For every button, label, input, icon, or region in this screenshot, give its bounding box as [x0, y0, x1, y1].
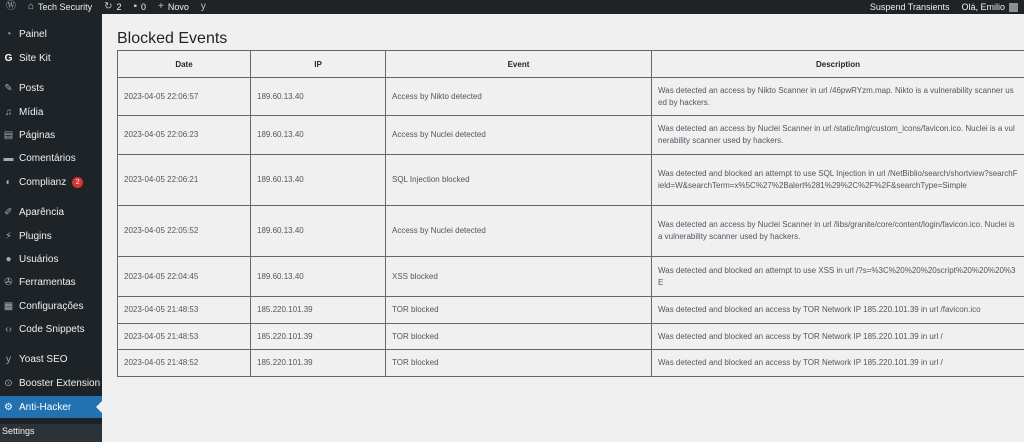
user-icon: ● [5, 253, 12, 265]
cell-description: Was detected and blocked an attempt to use SQL Injection in url /NetBiblio/search/shortview?searchField=W&searchTerm=x%5C%27%2Balert%281%29%2C%2F%2F&searchType=Simple [652, 155, 1024, 206]
cell-date: 2023-04-05 22:06:23 [118, 116, 251, 155]
sidebar-item-configuracoes[interactable] [0, 295, 102, 317]
updates-count: 2 [116, 2, 122, 12]
user-greeting: Olá, Emilio [961, 2, 1005, 12]
sidebar-item-midia[interactable] [0, 101, 102, 123]
updates-icon: ↻ [104, 1, 113, 12]
sidebar-item-comentarios[interactable] [0, 147, 102, 169]
notification-badge: 2 [72, 177, 83, 188]
sidebar-item-label: Yoast SEO [19, 353, 68, 365]
table-row [118, 155, 1024, 206]
sidebar-item-code-snippets[interactable] [0, 318, 102, 340]
wrench-icon: ✇ [4, 276, 13, 288]
sidebar-item-label: Anti-Hacker [19, 401, 72, 413]
table-row [118, 116, 1024, 155]
plugin-icon: ⚡ [4, 230, 13, 242]
sidebar-item-label: Site Kit [19, 52, 51, 64]
column-header-ip: IP [251, 51, 386, 78]
cell-description: Was detected an access by Nuclei Scanner in url /static/img/custom_icons/favicon.ico. Nuclei is a vulnerability scanner used by hackers. [652, 116, 1024, 155]
sidebar-item-label: Painel [19, 28, 47, 40]
cell-date: 2023-04-05 22:05:52 [118, 206, 251, 257]
cell-event: Access by Nuclei detected [386, 116, 652, 155]
cell-description: Was detected and blocked an access by TOR Network IP 185.220.101.39 in url /favicon.ico [652, 297, 1024, 324]
sidebar-item-site-kit[interactable] [0, 47, 102, 69]
comment-icon: ▪ [133, 1, 138, 12]
sidebar-item-label: Páginas [19, 129, 56, 141]
yoast-icon: y [6, 353, 11, 365]
blocked-events-table [117, 50, 1024, 377]
cell-event: Access by Nuclei detected [386, 206, 652, 257]
cell-date: 2023-04-05 21:48:52 [118, 350, 251, 377]
sidebar-item-posts[interactable] [0, 77, 102, 99]
suspend-transients-label: Suspend Transients [869, 2, 950, 12]
sidebar-item-label: Usuários [19, 253, 59, 265]
admin-bar [0, 0, 1024, 14]
sidebar-item-label: Configurações [19, 300, 84, 312]
cell-date: 2023-04-05 21:48:53 [118, 297, 251, 324]
column-header-event: Event [386, 51, 652, 78]
comment-icon: ▬ [3, 152, 14, 164]
pushpin-icon: ✎ [4, 82, 13, 94]
admin-sidebar [0, 14, 102, 442]
home-icon: ⌂ [28, 1, 35, 12]
booster-icon: ⊙ [4, 377, 13, 389]
cell-event: TOR blocked [386, 350, 652, 377]
sidebar-item-anti-hacker[interactable] [0, 396, 102, 418]
cell-ip: 189.60.13.40 [251, 78, 386, 116]
cell-description: Was detected an access by Nikto Scanner in url /46pwRYzm.map. Nikto is a vulnerability scanner used by hackers. [652, 78, 1024, 116]
updates-link[interactable] [98, 0, 127, 14]
sidebar-item-yoast-seo[interactable] [0, 348, 102, 370]
complianz-icon: ◐ [5, 176, 12, 188]
new-label: Novo [167, 2, 189, 12]
cell-ip: 189.60.13.40 [251, 257, 386, 297]
cell-description: Was detected an access by Nuclei Scanner in url /libs/granite/core/content/login/favicon.ico. Nuclei is a vulnerability scanner used by hackers. [652, 206, 1024, 257]
cell-date: 2023-04-05 22:04:45 [118, 257, 251, 297]
table-row [118, 297, 1024, 324]
sidebar-item-label: Posts [19, 82, 45, 94]
sidebar-item-plugins[interactable] [0, 225, 102, 247]
gear-icon: ⚙ [4, 401, 13, 413]
plus-icon: + [158, 1, 164, 12]
wordpress-icon: Ⓦ [6, 1, 16, 12]
cell-ip: 185.220.101.39 [251, 297, 386, 324]
page-icon: ▤ [3, 129, 14, 141]
cell-event: XSS blocked [386, 257, 652, 297]
table-row [118, 206, 1024, 257]
cell-event: SQL Injection blocked [386, 155, 652, 206]
sidebar-item-complianz[interactable] [0, 171, 102, 193]
table-row [118, 257, 1024, 297]
sidebar-item-painel[interactable] [0, 23, 102, 45]
avatar [1009, 3, 1018, 12]
table-row [118, 350, 1024, 377]
sidebar-item-label: Ferramentas [19, 276, 76, 288]
sidebar-item-aparencia[interactable] [0, 201, 102, 223]
sidebar-item-label: Aparência [19, 206, 65, 218]
page-title: Blocked Events [117, 30, 228, 47]
comments-link[interactable] [127, 0, 152, 14]
suspend-transients-link[interactable] [864, 0, 956, 14]
sidebar-item-booster-extension[interactable] [0, 372, 102, 394]
google-g-icon: G [4, 52, 13, 64]
sidebar-item-usuarios[interactable] [0, 248, 102, 270]
submenu-item-settings[interactable]: Settings [2, 426, 35, 436]
table-row [118, 324, 1024, 350]
sidebar-item-label: Booster Extension [19, 377, 101, 389]
cell-description: Was detected and blocked an attempt to use XSS in url /?s=%3C%20%20%20script%20%20%20%3E [652, 257, 1024, 297]
cell-event: TOR blocked [386, 297, 652, 324]
paintbrush-icon: ✐ [4, 206, 13, 218]
cell-date: 2023-04-05 22:06:57 [118, 78, 251, 116]
cell-ip: 185.220.101.39 [251, 350, 386, 377]
sidebar-item-paginas[interactable] [0, 124, 102, 146]
table-row [118, 78, 1024, 116]
sidebar-item-label: Comentários [19, 152, 76, 164]
site-name: Tech Security [38, 2, 93, 12]
cell-event: Access by Nikto detected [386, 78, 652, 116]
site-name-link[interactable] [22, 0, 98, 14]
column-header-description: Description [652, 51, 1024, 78]
cell-ip: 189.60.13.40 [251, 155, 386, 206]
sidebar-item-label: Mídia [19, 106, 44, 118]
media-icon: ♫ [4, 106, 13, 118]
comments-count: 0 [141, 2, 147, 12]
cell-ip: 189.60.13.40 [251, 116, 386, 155]
sidebar-item-label: Code Snippets [19, 323, 85, 335]
yoast-icon: y [200, 1, 206, 12]
cell-date: 2023-04-05 21:48:53 [118, 324, 251, 350]
cell-description: Was detected and blocked an access by TOR Network IP 185.220.101.39 in url / [652, 324, 1024, 350]
sidebar-submenu [0, 424, 102, 442]
cell-description: Was detected and blocked an access by TOR Network IP 185.220.101.39 in url / [652, 350, 1024, 377]
table-header-row [118, 51, 1024, 78]
cell-ip: 185.220.101.39 [251, 324, 386, 350]
cell-date: 2023-04-05 22:06:21 [118, 155, 251, 206]
column-header-date: Date [118, 51, 251, 78]
sidebar-item-label: Plugins [19, 230, 52, 242]
yoast-adminbar-link[interactable] [195, 0, 212, 14]
settings-icon: ▦ [3, 300, 14, 312]
code-icon: ‹› [5, 323, 12, 335]
cell-event: TOR blocked [386, 324, 652, 350]
new-content-link[interactable] [152, 0, 195, 14]
sidebar-item-ferramentas[interactable] [0, 271, 102, 293]
user-account-link[interactable] [955, 0, 1024, 14]
sidebar-item-label: Complianz [19, 176, 67, 188]
wordpress-logo[interactable] [0, 0, 22, 14]
dashboard-icon: ◔ [5, 28, 12, 40]
cell-ip: 189.60.13.40 [251, 206, 386, 257]
